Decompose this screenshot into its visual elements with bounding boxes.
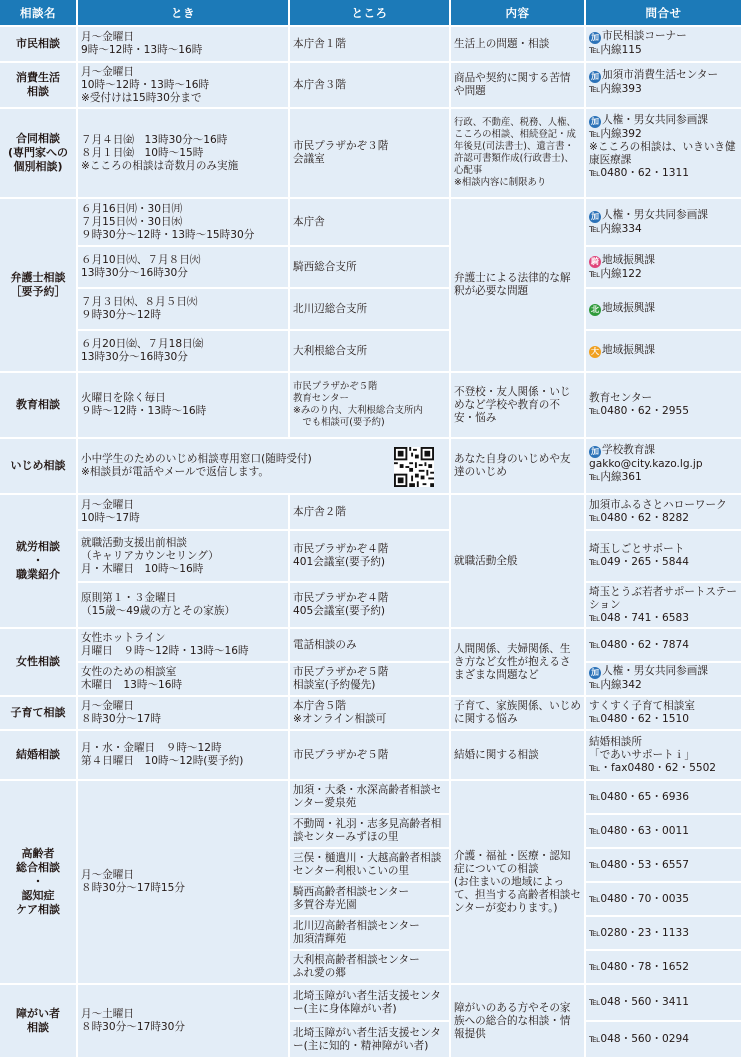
tone-badge-icon: 大 <box>591 347 599 356</box>
naiyo-shuro: 就職活動全般 <box>451 495 584 627</box>
toiawase-bengoshi-1 <box>586 199 741 245</box>
tokoro-shogai-2: 北埼玉障がい者生活支援センター(主に知的・精神障がい者) <box>290 1022 449 1057</box>
tokoro-kosodate: 本庁舎５階 ※オンライン相談可 <box>290 697 449 729</box>
toiawase-bengoshi-2-text: 地域振興課 ℡内線122 <box>589 253 655 280</box>
toki-korei: 月～金曜日 ８時30分～17時15分 <box>78 781 288 983</box>
row-name-shohi: 消費生活 相談 <box>0 63 76 107</box>
tokoro-korei-2: 不動岡・礼羽・志多見高齢者相談センターみずほの里 <box>290 815 449 847</box>
tokoro-bengoshi-4: 大利根総合支所 <box>290 331 449 371</box>
toiawase-korei-6: ℡0480・78・1652 <box>586 951 741 983</box>
tokoro-bengoshi-1: 本庁舎 <box>290 199 449 245</box>
naiyo-shogai: 障がいのある方やその家族への総合的な相談・情報提供 <box>451 985 584 1057</box>
row-name-kosodate: 子育て相談 <box>0 697 76 729</box>
toiawase-bengoshi-4 <box>586 331 741 371</box>
toiawase-ijime <box>586 439 741 493</box>
tokoro-shuro-2: 市民プラザかぞ４階 401会議室(要予約) <box>290 531 449 581</box>
naiyo-josei: 人間関係、夫婦関係、生き方など女性が抱えるさまざまな問題など <box>451 629 584 695</box>
toiawase-josei-1: ℡0480・62・7874 <box>586 629 741 661</box>
naiyo-ijime: あなた自身のいじめや友達のいじめ <box>451 439 584 493</box>
naiyo-shohi: 商品や契約に関する苦情や問題 <box>451 63 584 107</box>
toiawase-kyoiku: 教育センター ℡0480・62・2955 <box>586 373 741 437</box>
toiawase-josei-2-text: 人権・男女共同参画課 ℡内線342 <box>589 665 708 691</box>
tokoro-kekkon: 市民プラザかぞ５階 <box>290 731 449 779</box>
toiawase-shogai-1: ℡048・560・3411 <box>586 985 741 1020</box>
toiawase-shohi-text: 加須市消費生活センター ℡内線393 <box>589 69 719 95</box>
kazo-badge-icon: 加 <box>591 211 599 221</box>
kazo-badge-icon: 加 <box>591 668 599 677</box>
toki-kyoiku: 火曜日を除く毎日 ９時～12時・13時～16時 <box>78 373 288 437</box>
toki-bengoshi-1: ６月16日㈪・30日㈪ ７月15日㈫・30日㈬ ９時30分～12時・13時～15時30分 <box>78 199 288 245</box>
header-tokoro: ところ <box>290 0 449 25</box>
tokoro-korei-3: 三俣・樋遣川・大越高齢者相談センター利根いこいの里 <box>290 849 449 881</box>
toki-josei-2: 女性のための相談室 木曜日 13時～16時 <box>78 663 288 695</box>
row-name-shimin: 市民相談 <box>0 27 76 61</box>
toki-shimin: 月～金曜日 9時～12時・13時～16時 <box>78 27 288 61</box>
toki-josei-1: 女性ホットライン 月曜日 ９時～12時・13時～16時 <box>78 629 288 661</box>
row-name-josei: 女性相談 <box>0 629 76 695</box>
row-name-kyoiku: 教育相談 <box>0 373 76 437</box>
naiyo-kyoiku: 不登校・友人関係・いじめなど学校や教育の不安・悩み <box>451 373 584 437</box>
tokoro-bengoshi-2: 騎西総合支所 <box>290 247 449 287</box>
toki-shuro-3: 原則第１・３金曜日 （15歳～49歳の方とその家族） <box>78 583 288 627</box>
toiawase-shimin <box>586 27 741 61</box>
toki-kosodate: 月～金曜日 ８時30分～17時 <box>78 697 288 729</box>
toiawase-shuro-1: 加須市ふるさとハローワーク ℡0480・62・8282 <box>586 495 741 529</box>
toki-bengoshi-3: ７月３日㈭、８月５日㈫ ９時30分～12時 <box>78 289 288 329</box>
row-name-bengoshi: 弁護士相談 ［要予約］ <box>0 199 76 371</box>
toki-ijime: 小中学生のためのいじめ相談専用窓口(随時受付) ※相談員が電話やメールで返信します。 <box>78 439 449 493</box>
naiyo-kosodate: 子育て、家族関係、いじめに関する悩み <box>451 697 584 729</box>
toiawase-bengoshi-3-text: 地域振興課 <box>602 302 655 314</box>
naiyo-bengoshi: 弁護士による法律的な解釈が必要な問題 <box>451 199 584 371</box>
toiawase-shogai-2: ℡048・560・0294 <box>586 1022 741 1057</box>
row-name-shogai: 障がい者 相談 <box>0 985 76 1057</box>
header-toki: とき <box>78 0 288 25</box>
tokoro-shogai-1: 北埼玉障がい者生活支援センター(主に身体障がい者) <box>290 985 449 1020</box>
toiawase-korei-3: ℡0480・53・6557 <box>586 849 741 881</box>
row-name-kekkon: 結婚相談 <box>0 731 76 779</box>
toiawase-korei-2: ℡0480・63・0011 <box>586 815 741 847</box>
naiyo-shimin: 生活上の問題・相談 <box>451 27 584 61</box>
kazo-badge-icon: 加 <box>591 117 599 126</box>
toiawase-godo <box>586 109 741 197</box>
toki-shohi: 月～金曜日 10時～12時・13時～16時 ※受付けは15時30分まで <box>78 63 288 107</box>
toiawase-shuro-3: 埼玉とうぶ若者サポートステーション ℡048・741・6583 <box>586 583 741 627</box>
tokoro-shimin: 本庁舎１階 <box>290 27 449 61</box>
tokoro-bengoshi-3: 北川辺総合支所 <box>290 289 449 329</box>
tokoro-korei-1: 加須・大桑・水深高齢者相談センター愛泉苑 <box>290 781 449 813</box>
header-naiyo: 内容 <box>451 0 584 25</box>
toiawase-kekkon: 結婚相談所 「であいサポートｉ」 ℡・fax0480・62・5502 <box>586 731 741 779</box>
tokoro-josei-1: 電話相談のみ <box>290 629 449 661</box>
row-name-shuro: 就労相談 ・ 職業紹介 <box>0 495 76 627</box>
kitakawabe-badge-icon: 北 <box>591 305 599 314</box>
kazo-badge-icon: 加 <box>591 447 599 456</box>
kazo-badge-icon: 加 <box>591 72 599 81</box>
header-name: 相談名 <box>0 0 76 25</box>
toiawase-godo-text: 人権・男女共同参画課 ℡内線392 ※こころの相談は、いきいき健康医療課 ℡0480・62・1311 <box>589 114 736 179</box>
kisai-badge-icon: 騎 <box>591 256 599 266</box>
row-name-korei: 高齢者 総合相談 ・ 認知症 ケア相談 <box>0 781 76 983</box>
toiawase-bengoshi-3 <box>586 289 741 329</box>
toki-shogai: 月～土曜日 ８時30分～17時30分 <box>78 985 288 1057</box>
toiawase-shohi <box>586 63 741 107</box>
tokoro-shuro-3: 市民プラザかぞ４階 405会議室(要予約) <box>290 583 449 627</box>
tokoro-korei-6: 大利根高齢者相談センター ふれ愛の郷 <box>290 951 449 983</box>
toki-bengoshi-2: ６月10日㈫、７月８日㈫ 13時30分～16時30分 <box>78 247 288 287</box>
row-name-godo: 合同相談 (専門家への 個別相談) <box>0 109 76 197</box>
naiyo-korei: 介護・福祉・医療・認知症についての相談 (お住まいの地域によって、担当する高齢者相談センターが変わります。) <box>451 781 584 983</box>
toiawase-ijime-text: 学校教育課 gakko@city.kazo.lg.jp ℡内線361 <box>589 444 703 483</box>
toiawase-korei-1: ℡0480・65・6936 <box>586 781 741 813</box>
toiawase-shuro-2: 埼玉しごとサポート ℡049・265・5844 <box>586 531 741 581</box>
toiawase-bengoshi-1-text: 人権・男女共同参画課 ℡内線334 <box>589 208 708 235</box>
toki-godo: ７月４日㈮ 13時30分～16時 ８月１日㈮ 10時～15時 ※こころの相談は奇数月のみ実施 <box>78 109 288 197</box>
tokoro-korei-4: 騎西高齢者相談センター 多賀谷寿光園 <box>290 883 449 915</box>
tokoro-josei-2: 市民プラザかぞ５階 相談室(予約優先) <box>290 663 449 695</box>
toiawase-josei-2 <box>586 663 741 695</box>
toiawase-bengoshi-4-text: 地域振興課 <box>602 344 655 356</box>
toiawase-korei-4: ℡0480・70・0035 <box>586 883 741 915</box>
toki-shuro-1: 月～金曜日 10時～17時 <box>78 495 288 529</box>
toki-kekkon: 月・水・金曜日 ９時～12時 第４日曜日 10時～12時(要予約) <box>78 731 288 779</box>
toiawase-bengoshi-2 <box>586 247 741 287</box>
naiyo-godo: 行政、不動産、税務、人権、こころの相談、相続登記・成年後見(司法書士)、遺言書・許認可書類作成(行政書士)、心配事 ※相談内容に制限あり <box>451 109 584 197</box>
naiyo-kekkon: 結婚に関する相談 <box>451 731 584 779</box>
tokoro-kyoiku: 市民プラザかぞ５階 教育センター ※みのり内、大利根総合支所内 でも相談可(要予約) <box>290 373 449 437</box>
toiawase-shimin-text: 市民相談コーナー ℡内線115 <box>589 30 687 56</box>
tokoro-shuro-1: 本庁舎２階 <box>290 495 449 529</box>
toiawase-korei-5: ℡0280・23・1133 <box>586 917 741 949</box>
toki-bengoshi-4: ６月20日㈮、７月18日㈮ 13時30分～16時30分 <box>78 331 288 371</box>
row-name-ijime: いじめ相談 <box>0 439 76 493</box>
qr-code-icon[interactable] <box>394 447 434 487</box>
tokoro-korei-5: 北川辺高齢者相談センター 加須清輝苑 <box>290 917 449 949</box>
toki-shuro-2: 就職活動支援出前相談 （キャリアカウンセリング） 月・木曜日 10時～16時 <box>78 531 288 581</box>
kazo-badge-icon: 加 <box>591 33 599 42</box>
header-toiawase: 問合せ <box>586 0 741 25</box>
tokoro-shohi: 本庁舎３階 <box>290 63 449 107</box>
tokoro-godo: 市民プラザかぞ３階 会議室 <box>290 109 449 197</box>
toiawase-kosodate: すくすく子育て相談室 ℡0480・62・1510 <box>586 697 741 729</box>
